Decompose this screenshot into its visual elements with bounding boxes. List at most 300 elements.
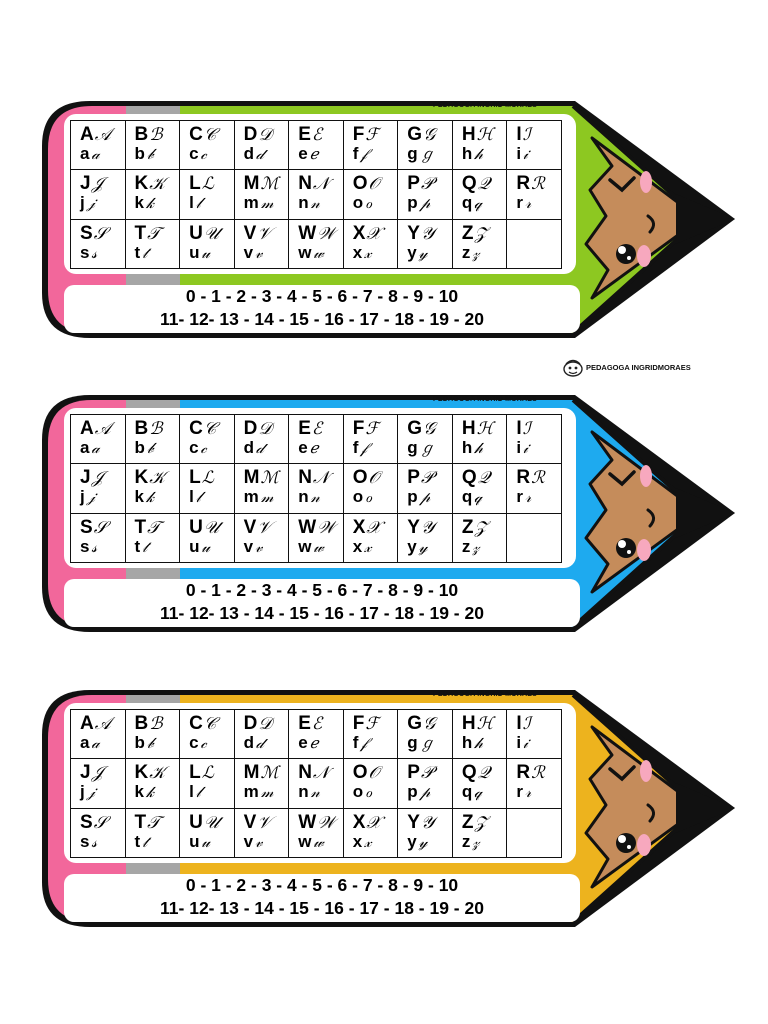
uppercase-cursive: 𝒱	[257, 223, 272, 244]
uppercase-print: M	[243, 762, 260, 784]
lowercase-cursive: ℊ	[419, 145, 435, 164]
lowercase-print: o	[352, 487, 364, 507]
lowercase-print: z	[461, 242, 471, 262]
letter-cell	[343, 415, 398, 464]
uppercase-print: K	[134, 173, 149, 195]
credit-label: PEDAGOGA INGRID MORAES	[432, 102, 538, 109]
lowercase-print: v	[243, 831, 254, 851]
letter-cell	[289, 170, 344, 219]
letter-cell	[234, 710, 289, 759]
uppercase-cursive: 𝒜	[94, 125, 111, 146]
uppercase-cursive: 𝒵	[474, 812, 488, 833]
closed-eye-icon	[610, 472, 634, 484]
lowercase-print: p	[407, 193, 418, 213]
lowercase-cursive: 𝓅	[419, 194, 431, 213]
lowercase-cursive: 𝒽	[474, 145, 483, 164]
lowercase-print: b	[134, 438, 145, 458]
lowercase-print: w	[298, 242, 312, 262]
lowercase-print: y	[407, 831, 417, 851]
uppercase-cursive: ℱ	[365, 714, 379, 735]
letter-cell	[289, 219, 344, 268]
uppercase-print: T	[134, 516, 147, 538]
uppercase-cursive: 𝒞	[203, 419, 217, 440]
alphabet-row	[71, 170, 562, 219]
lowercase-print: p	[407, 487, 418, 507]
lowercase-print: x	[352, 242, 363, 262]
uppercase-print: P	[407, 173, 420, 195]
lowercase-cursive: 𝒾	[523, 439, 528, 458]
lowercase-cursive: 𝓅	[419, 488, 431, 507]
uppercase-print: T	[134, 811, 147, 833]
uppercase-cursive: ℋ	[476, 419, 494, 440]
lowercase-cursive: 𝓉	[142, 832, 148, 851]
letter-cell	[71, 513, 126, 562]
uppercase-print: M	[243, 173, 260, 195]
uppercase-cursive: 𝒞	[203, 714, 217, 735]
lowercase-cursive: 𝓈	[91, 243, 97, 262]
uppercase-cursive: ℐ	[522, 714, 531, 735]
uppercase-cursive: ℬ	[149, 419, 163, 440]
uppercase-print: P	[407, 762, 420, 784]
letter-cell	[507, 464, 562, 513]
uppercase-cursive: 𝒴	[420, 517, 435, 538]
uppercase-print: T	[134, 222, 147, 244]
lowercase-print: f	[352, 438, 359, 458]
lowercase-print: f	[352, 733, 359, 753]
closed-eye-icon	[610, 178, 634, 190]
lowercase-cursive: ℴ	[365, 194, 373, 213]
uppercase-print: H	[461, 713, 476, 735]
uppercase-print: J	[80, 467, 91, 489]
uppercase-cursive: ℋ	[476, 125, 494, 146]
uppercase-print: Z	[461, 516, 474, 538]
letter-cell	[398, 710, 453, 759]
uppercase-cursive: 𝒮	[93, 812, 107, 833]
letter-cell	[125, 808, 180, 857]
letter-cell	[289, 710, 344, 759]
lowercase-print: l	[189, 487, 194, 507]
uppercase-cursive: ℛ	[531, 468, 545, 489]
lowercase-cursive: 𝓇	[525, 783, 532, 802]
lowercase-cursive: 𝒸	[200, 439, 207, 458]
lowercase-cursive: 𝒿	[86, 783, 95, 802]
alphabet-pencil-2	[0, 392, 768, 642]
uppercase-cursive: 𝒪	[368, 174, 380, 195]
uppercase-cursive: ℳ	[260, 763, 279, 784]
uppercase-cursive: ℰ	[311, 419, 323, 440]
uppercase-cursive: 𝒰	[203, 223, 220, 244]
letter-cell	[398, 121, 453, 170]
lowercase-print: k	[134, 782, 145, 802]
letter-cell	[398, 513, 453, 562]
uppercase-cursive: 𝒵	[474, 223, 488, 244]
lowercase-print: p	[407, 782, 418, 802]
number-line	[66, 579, 578, 625]
lowercase-print: a	[80, 144, 90, 164]
uppercase-print: K	[134, 467, 149, 489]
lowercase-print: h	[461, 438, 473, 458]
lowercase-print: r	[516, 782, 523, 802]
lowercase-cursive: 𝓏	[472, 537, 480, 556]
lowercase-print: i	[516, 144, 522, 164]
uppercase-cursive: 𝒱	[257, 517, 272, 538]
lowercase-print: j	[80, 487, 85, 507]
uppercase-print: I	[516, 418, 522, 440]
lowercase-cursive: 𝒶	[91, 145, 100, 164]
uppercase-print: C	[189, 418, 203, 440]
letter-cell	[398, 415, 453, 464]
lowercase-cursive: 𝒽	[474, 734, 483, 753]
lowercase-print: s	[80, 831, 90, 851]
uppercase-cursive: 𝒥	[91, 174, 104, 195]
lowercase-cursive: 𝓊	[201, 537, 210, 556]
uppercase-cursive: 𝒩	[312, 763, 330, 784]
lowercase-print: a	[80, 733, 90, 753]
lowercase-cursive: 𝓇	[525, 488, 532, 507]
lowercase-print: t	[134, 831, 141, 851]
letter-cell	[343, 513, 398, 562]
uppercase-cursive: 𝒳	[366, 812, 382, 833]
letter-cell	[452, 464, 507, 513]
number-line	[66, 874, 578, 920]
uppercase-print: A	[80, 713, 94, 735]
letter-cell	[343, 170, 398, 219]
lowercase-cursive: ℴ	[365, 783, 373, 802]
letter-cell	[71, 464, 126, 513]
numbers-0-10: 0 - 1 - 2 - 3 - 4 - 5 - 6 - 7 - 8 - 9 - 10	[185, 286, 459, 306]
lowercase-print: h	[461, 733, 473, 753]
uppercase-cursive: 𝒦	[149, 174, 166, 195]
lowercase-cursive: 𝓎	[418, 537, 428, 556]
letter-cell	[398, 464, 453, 513]
letter-cell	[180, 513, 235, 562]
alphabet-row	[71, 759, 562, 808]
blush-icon	[637, 245, 651, 267]
lowercase-cursive: 𝓏	[472, 243, 480, 262]
uppercase-cursive: ℳ	[260, 468, 279, 489]
uppercase-print: O	[352, 467, 368, 489]
letter-cell	[452, 121, 507, 170]
lowercase-print: o	[352, 782, 364, 802]
uppercase-print: E	[298, 124, 311, 146]
lowercase-print: h	[461, 144, 473, 164]
lowercase-cursive: 𝓃	[310, 783, 320, 802]
uppercase-print: G	[407, 418, 423, 440]
lowercase-print: m	[243, 487, 259, 507]
lowercase-print: c	[189, 733, 199, 753]
letter-cell	[452, 710, 507, 759]
letter-cell	[234, 219, 289, 268]
uppercase-print: X	[352, 222, 366, 244]
numbers-11-20: 11- 12- 13 - 14 - 15 - 16 - 17 - 18 - 19 - 20	[160, 309, 484, 329]
letter-cell	[452, 219, 507, 268]
lowercase-print: d	[243, 144, 255, 164]
uppercase-cursive: ℒ	[201, 763, 214, 784]
uppercase-print: W	[298, 811, 317, 833]
lowercase-cursive: 𝓃	[310, 194, 320, 213]
letter-cell	[507, 121, 562, 170]
uppercase-print: O	[352, 173, 368, 195]
uppercase-cursive: 𝒲	[317, 223, 335, 244]
letter-cell	[398, 759, 453, 808]
letter-cell	[180, 219, 235, 268]
lowercase-print: u	[189, 831, 200, 851]
alphabet-table	[70, 414, 562, 563]
uppercase-cursive: 𝒵	[474, 517, 488, 538]
uppercase-print: F	[352, 418, 365, 440]
letter-cell	[507, 170, 562, 219]
lowercase-print: i	[516, 438, 522, 458]
lowercase-cursive: 𝓍	[364, 832, 372, 851]
letter-cell	[71, 121, 126, 170]
uppercase-print: G	[407, 713, 423, 735]
uppercase-print: Y	[407, 516, 420, 538]
lowercase-print: y	[407, 242, 417, 262]
uppercase-print: Z	[461, 222, 474, 244]
letter-cell	[343, 710, 398, 759]
lowercase-print: d	[243, 438, 255, 458]
letter-cell	[234, 808, 289, 857]
lowercase-cursive: 𝓌	[313, 832, 324, 851]
letter-cell	[452, 808, 507, 857]
uppercase-print: H	[461, 124, 476, 146]
uppercase-print: S	[80, 811, 93, 833]
lowercase-cursive: 𝒾	[523, 145, 528, 164]
lowercase-cursive: 𝓀	[146, 783, 155, 802]
uppercase-cursive: 𝒳	[366, 517, 382, 538]
uppercase-print: Z	[461, 811, 474, 833]
smile-icon	[648, 216, 654, 232]
lowercase-cursive: 𝓂	[260, 488, 274, 507]
uppercase-print: V	[243, 811, 257, 833]
uppercase-cursive: ℰ	[311, 125, 323, 146]
lowercase-print: x	[352, 831, 363, 851]
letter-cell	[289, 415, 344, 464]
uppercase-print: V	[243, 222, 257, 244]
lowercase-cursive: 𝓆	[474, 488, 482, 507]
uppercase-print: L	[189, 173, 201, 195]
lowercase-cursive: 𝓁	[195, 783, 201, 802]
credit-label: PEDAGOGA INGRID MORAES	[432, 396, 538, 403]
lowercase-print: q	[461, 782, 473, 802]
letter-cell	[507, 710, 562, 759]
uppercase-cursive: ℛ	[531, 174, 545, 195]
uppercase-cursive: 𝒥	[91, 763, 104, 784]
lowercase-cursive: 𝓈	[91, 537, 97, 556]
uppercase-print: C	[189, 713, 203, 735]
pencil-face	[574, 392, 734, 642]
smile-icon	[648, 510, 654, 526]
uppercase-print: W	[298, 222, 317, 244]
lowercase-cursive: ℊ	[419, 439, 435, 458]
uppercase-cursive: 𝒳	[366, 223, 382, 244]
uppercase-cursive: 𝒦	[149, 763, 166, 784]
letter-cell	[125, 219, 180, 268]
letter-cell	[289, 464, 344, 513]
uppercase-print: V	[243, 516, 257, 538]
lowercase-cursive: 𝒶	[91, 734, 100, 753]
smile-icon	[648, 805, 654, 821]
letter-cell	[180, 464, 235, 513]
lowercase-cursive: 𝓏	[472, 832, 480, 851]
lowercase-print: m	[243, 782, 259, 802]
lowercase-print: g	[407, 733, 418, 753]
uppercase-print: R	[516, 467, 531, 489]
lowercase-cursive: 𝒿	[86, 194, 95, 213]
brand-logo-icon	[562, 357, 584, 379]
uppercase-cursive: 𝒯	[147, 223, 161, 244]
letter-cell	[234, 759, 289, 808]
uppercase-print: I	[516, 124, 522, 146]
alphabet-pencil-3	[0, 687, 768, 937]
lowercase-cursive: 𝓋	[255, 537, 263, 556]
uppercase-print: E	[298, 713, 311, 735]
brand-logo	[562, 357, 722, 381]
lowercase-cursive: ℴ	[365, 488, 373, 507]
letter-cell	[71, 415, 126, 464]
uppercase-print: D	[243, 418, 258, 440]
letter-cell	[398, 219, 453, 268]
uppercase-cursive: 𝒯	[147, 517, 161, 538]
lowercase-print: y	[407, 536, 417, 556]
lowercase-print: g	[407, 438, 418, 458]
lowercase-cursive: 𝒷	[146, 145, 154, 164]
uppercase-cursive: ℐ	[522, 125, 531, 146]
lowercase-cursive: 𝓀	[146, 194, 155, 213]
lowercase-print: a	[80, 438, 90, 458]
uppercase-print: D	[243, 124, 258, 146]
letter-cell	[125, 170, 180, 219]
letter-cell	[398, 170, 453, 219]
letter-cell	[180, 808, 235, 857]
uppercase-print: N	[298, 467, 312, 489]
lowercase-cursive: 𝓉	[142, 243, 148, 262]
uppercase-print: S	[80, 516, 93, 538]
uppercase-cursive: 𝒯	[147, 812, 161, 833]
lowercase-print: v	[243, 242, 254, 262]
uppercase-print: R	[516, 173, 531, 195]
lowercase-print: t	[134, 536, 141, 556]
blush-icon	[640, 171, 652, 193]
uppercase-cursive: 𝒱	[257, 812, 272, 833]
uppercase-print: B	[134, 418, 149, 440]
lowercase-print: z	[461, 831, 471, 851]
uppercase-print: F	[352, 124, 365, 146]
uppercase-print: Y	[407, 222, 420, 244]
open-eye-icon	[616, 244, 636, 264]
alphabet-row	[71, 121, 562, 170]
uppercase-cursive: 𝒟	[258, 419, 272, 440]
uppercase-cursive: 𝒬	[477, 174, 490, 195]
uppercase-cursive: 𝒴	[420, 812, 435, 833]
uppercase-print: L	[189, 467, 201, 489]
uppercase-print: X	[352, 516, 366, 538]
lowercase-print: r	[516, 193, 523, 213]
open-eye-icon	[616, 538, 636, 558]
lowercase-cursive: ℯ	[309, 439, 319, 458]
alphabet-row	[71, 219, 562, 268]
uppercase-cursive: 𝒦	[149, 468, 166, 489]
uppercase-print: A	[80, 124, 94, 146]
lowercase-print: j	[80, 782, 85, 802]
uppercase-print: Y	[407, 811, 420, 833]
alphabet-row	[71, 513, 562, 562]
blush-icon	[637, 539, 651, 561]
lowercase-cursive: 𝓂	[260, 194, 274, 213]
uppercase-cursive: ℒ	[201, 174, 214, 195]
uppercase-print: I	[516, 713, 522, 735]
lowercase-print: l	[189, 193, 194, 213]
letter-cell	[234, 170, 289, 219]
lowercase-cursive: 𝒹	[256, 439, 264, 458]
empty-cell	[507, 513, 562, 562]
letter-cell	[180, 415, 235, 464]
lowercase-cursive: 𝓇	[525, 194, 532, 213]
lowercase-cursive: 𝓋	[255, 243, 263, 262]
lowercase-cursive: 𝓁	[195, 194, 201, 213]
lowercase-cursive: 𝓆	[474, 783, 482, 802]
letter-cell	[289, 759, 344, 808]
uppercase-cursive: ℰ	[311, 714, 323, 735]
alphabet-table	[70, 120, 562, 269]
alphabet-row	[71, 808, 562, 857]
alphabet-row	[71, 415, 562, 464]
lowercase-cursive: 𝒸	[200, 145, 207, 164]
lowercase-cursive: 𝒿	[86, 488, 95, 507]
letter-cell	[289, 121, 344, 170]
letter-cell	[71, 710, 126, 759]
lowercase-cursive: 𝒻	[360, 734, 368, 753]
lowercase-cursive: 𝓊	[201, 243, 210, 262]
letter-cell	[343, 121, 398, 170]
letter-cell	[71, 808, 126, 857]
uppercase-print: J	[80, 762, 91, 784]
lowercase-print: j	[80, 193, 85, 213]
lowercase-cursive: 𝓍	[364, 537, 372, 556]
uppercase-cursive: 𝒢	[423, 419, 436, 440]
lowercase-cursive: 𝒶	[91, 439, 100, 458]
lowercase-print: t	[134, 242, 141, 262]
letter-cell	[125, 121, 180, 170]
credit-label: PEDAGOGA INGRID MORAES	[432, 691, 538, 698]
lowercase-print: x	[352, 536, 363, 556]
uppercase-print: N	[298, 762, 312, 784]
letter-cell	[234, 464, 289, 513]
lowercase-print: k	[134, 487, 145, 507]
uppercase-cursive: 𝒴	[420, 223, 435, 244]
lowercase-print: m	[243, 193, 259, 213]
letter-cell	[452, 759, 507, 808]
uppercase-cursive: ℐ	[522, 419, 531, 440]
uppercase-cursive: 𝒢	[423, 714, 436, 735]
letter-cell	[234, 121, 289, 170]
lowercase-print: s	[80, 536, 90, 556]
lowercase-print: o	[352, 193, 364, 213]
uppercase-print: P	[407, 467, 420, 489]
numbers-0-10: 0 - 1 - 2 - 3 - 4 - 5 - 6 - 7 - 8 - 9 - 10	[185, 580, 459, 600]
open-eye-icon	[616, 833, 636, 853]
number-line	[66, 285, 578, 331]
lowercase-print: e	[298, 438, 308, 458]
letter-cell	[234, 415, 289, 464]
lowercase-cursive: 𝓎	[418, 832, 428, 851]
brand-logo-text: PEDAGOGA INGRIDMORAES	[586, 363, 691, 372]
uppercase-print: F	[352, 713, 365, 735]
uppercase-print: C	[189, 124, 203, 146]
uppercase-cursive: 𝒰	[203, 812, 220, 833]
lowercase-cursive: 𝓋	[255, 832, 263, 851]
lowercase-print: s	[80, 242, 90, 262]
